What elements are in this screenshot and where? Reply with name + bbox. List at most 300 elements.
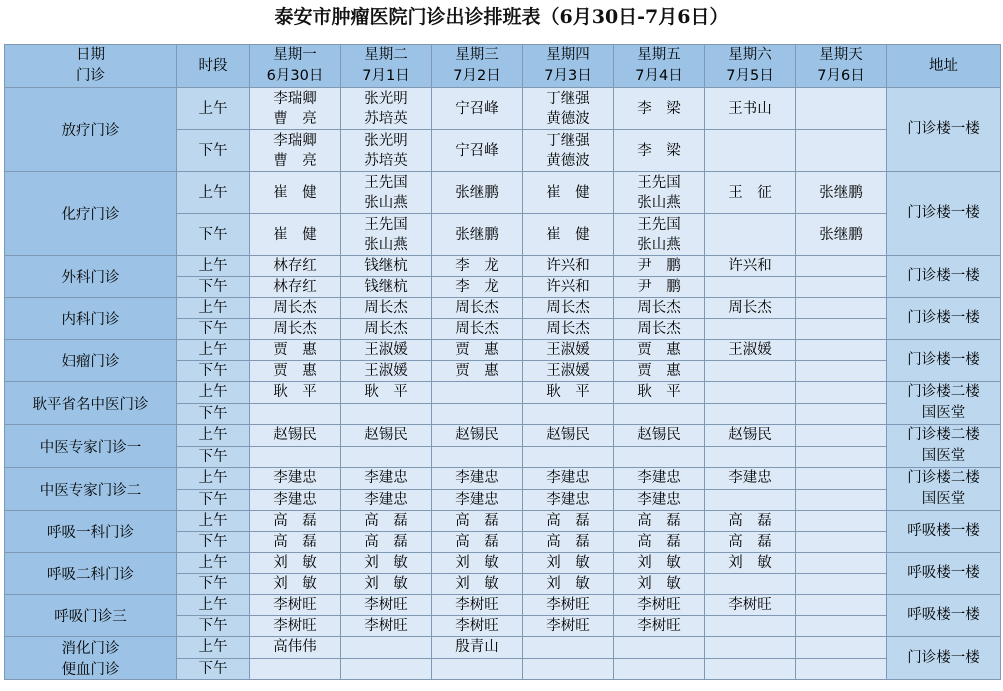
schedule-cell xyxy=(796,532,887,553)
schedule-cell xyxy=(341,468,432,490)
doctor-name: 耿 平 xyxy=(637,384,681,401)
clinic-address xyxy=(887,172,1001,256)
schedule-cell xyxy=(250,511,341,532)
schedule-cell xyxy=(614,637,705,659)
schedule-cell xyxy=(614,532,705,553)
doctor-name: 高 磊 xyxy=(546,513,590,529)
period-label: 下午 xyxy=(177,277,250,298)
schedule-cell xyxy=(432,214,523,256)
header-weekday: 星期四 xyxy=(546,47,590,63)
period-label: 下午 xyxy=(177,446,250,468)
header-date: 7月2日 xyxy=(453,68,501,84)
schedule-cell xyxy=(432,446,523,468)
schedule-cell xyxy=(705,446,796,468)
schedule-cell xyxy=(341,277,432,298)
schedule-cell xyxy=(796,88,887,130)
doctor-name: 尹 鹏 xyxy=(637,279,681,295)
schedule-cell xyxy=(250,172,341,214)
doctor-name: 张山燕 xyxy=(364,236,408,253)
schedule-cell xyxy=(523,130,614,172)
department-name-line: 消化门诊 xyxy=(61,641,120,657)
doctor-name: 周长杰 xyxy=(546,321,590,337)
doctor-name: 张山燕 xyxy=(637,236,681,253)
schedule-row xyxy=(5,382,1001,404)
schedule-cell xyxy=(796,298,887,319)
doctor-name: 李树旺 xyxy=(637,618,681,634)
department-name xyxy=(5,511,177,553)
schedule-cell xyxy=(250,277,341,298)
department-name-line: 便血门诊 xyxy=(61,662,120,678)
schedule-cell xyxy=(432,595,523,616)
schedule-cell xyxy=(705,298,796,319)
schedule-cell xyxy=(341,403,432,425)
doctor-name: 丁继强 xyxy=(546,90,590,107)
department-name-line: 呼吸二科门诊 xyxy=(47,567,134,583)
schedule-table xyxy=(4,44,1001,680)
schedule-cell xyxy=(523,403,614,425)
schedule-cell xyxy=(432,574,523,595)
schedule-cell xyxy=(341,319,432,340)
schedule-cell xyxy=(523,382,614,404)
doctor-name: 丁继强 xyxy=(546,132,590,149)
doctor-name: 李建忠 xyxy=(455,470,499,487)
department-name xyxy=(5,382,177,425)
clinic-address-line: 门诊楼二楼 xyxy=(907,427,980,443)
department-name-line: 呼吸门诊三 xyxy=(54,609,127,625)
doctor-name: 张继鹏 xyxy=(455,184,499,201)
schedule-cell xyxy=(523,340,614,361)
schedule-cell xyxy=(523,595,614,616)
clinic-address-line: 门诊楼一楼 xyxy=(907,205,980,221)
period-label: 上午 xyxy=(177,256,250,277)
schedule-cell xyxy=(796,214,887,256)
clinic-address xyxy=(887,637,1001,680)
schedule-cell xyxy=(250,658,341,680)
period-label: 上午 xyxy=(177,382,250,404)
doctor-name: 高伟伟 xyxy=(273,639,317,656)
schedule-cell xyxy=(250,361,341,382)
department-name-line: 中医专家门诊一 xyxy=(39,439,142,456)
doctor-name: 李树旺 xyxy=(455,618,499,634)
header-day-0 xyxy=(250,45,341,88)
schedule-cell xyxy=(432,637,523,659)
schedule-cell xyxy=(705,637,796,659)
schedule-cell xyxy=(614,88,705,130)
doctor-name: 贾 惠 xyxy=(455,363,499,379)
clinic-address-line: 门诊楼一楼 xyxy=(907,352,980,368)
doctor-name: 李 龙 xyxy=(455,258,499,274)
doctor-name: 李建忠 xyxy=(273,470,317,487)
schedule-cell xyxy=(432,489,523,511)
department-name xyxy=(5,595,177,637)
schedule-cell xyxy=(250,489,341,511)
doctor-name: 李 梁 xyxy=(637,142,681,159)
schedule-cell xyxy=(250,616,341,637)
schedule-cell xyxy=(705,319,796,340)
doctor-name: 刘 敏 xyxy=(637,555,681,571)
schedule-cell xyxy=(432,532,523,553)
doctor-name: 李建忠 xyxy=(546,491,590,508)
schedule-cell xyxy=(614,361,705,382)
schedule-cell xyxy=(523,553,614,574)
schedule-cell xyxy=(705,595,796,616)
header-day-3 xyxy=(523,45,614,88)
schedule-cell xyxy=(523,277,614,298)
header-row xyxy=(5,45,1001,88)
doctor-name: 崔 健 xyxy=(273,184,317,201)
header-day-5 xyxy=(705,45,796,88)
period-label: 下午 xyxy=(177,574,250,595)
doctor-name: 李树旺 xyxy=(273,618,317,634)
schedule-cell xyxy=(614,616,705,637)
schedule-cell xyxy=(705,340,796,361)
clinic-address xyxy=(887,553,1001,595)
period-label: 上午 xyxy=(177,511,250,532)
clinic-address xyxy=(887,468,1001,511)
header-day-6 xyxy=(796,45,887,88)
clinic-address xyxy=(887,382,1001,425)
schedule-cell xyxy=(614,172,705,214)
schedule-cell xyxy=(432,172,523,214)
period-label: 上午 xyxy=(177,553,250,574)
period-label: 下午 xyxy=(177,532,250,553)
schedule-cell xyxy=(341,130,432,172)
schedule-cell xyxy=(432,658,523,680)
period-label: 下午 xyxy=(177,616,250,637)
doctor-name: 周长杰 xyxy=(728,300,772,316)
schedule-cell xyxy=(523,468,614,490)
schedule-cell xyxy=(796,277,887,298)
schedule-cell xyxy=(432,361,523,382)
doctor-name: 周长杰 xyxy=(273,300,317,316)
doctor-name: 李 龙 xyxy=(455,279,499,295)
schedule-cell xyxy=(432,511,523,532)
header-day-2 xyxy=(432,45,523,88)
schedule-cell xyxy=(432,88,523,130)
schedule-cell xyxy=(614,256,705,277)
clinic-address xyxy=(887,340,1001,382)
schedule-cell xyxy=(250,637,341,659)
clinic-address-line: 呼吸楼一楼 xyxy=(907,565,980,581)
doctor-name: 王先国 xyxy=(637,216,681,233)
schedule-cell xyxy=(796,637,887,659)
clinic-address-line: 呼吸楼一楼 xyxy=(907,607,980,623)
doctor-name: 李树旺 xyxy=(273,597,317,613)
doctor-name: 赵锡民 xyxy=(637,427,681,444)
schedule-cell xyxy=(250,130,341,172)
schedule-cell xyxy=(523,88,614,130)
schedule-cell xyxy=(523,489,614,511)
schedule-cell xyxy=(250,553,341,574)
schedule-cell xyxy=(250,446,341,468)
period-label: 下午 xyxy=(177,361,250,382)
schedule-cell xyxy=(432,277,523,298)
doctor-name: 耿 平 xyxy=(273,384,317,401)
header-date: 7月6日 xyxy=(817,68,865,84)
schedule-cell xyxy=(523,637,614,659)
schedule-cell xyxy=(614,298,705,319)
clinic-address-line: 门诊楼一楼 xyxy=(907,310,980,326)
schedule-cell xyxy=(796,553,887,574)
department-name-line: 化疗门诊 xyxy=(61,207,120,223)
schedule-cell xyxy=(523,425,614,447)
period-label: 上午 xyxy=(177,637,250,659)
doctor-name: 曹 亮 xyxy=(273,110,317,127)
schedule-cell xyxy=(341,382,432,404)
schedule-cell xyxy=(796,382,887,404)
schedule-cell xyxy=(341,214,432,256)
schedule-cell xyxy=(796,446,887,468)
schedule-cell xyxy=(341,637,432,659)
schedule-cell xyxy=(250,382,341,404)
schedule-cell xyxy=(796,658,887,680)
doctor-name: 贾 惠 xyxy=(637,363,681,379)
schedule-cell xyxy=(432,403,523,425)
doctor-name: 宁召峰 xyxy=(455,142,499,159)
schedule-cell xyxy=(523,172,614,214)
doctor-name: 周长杰 xyxy=(637,321,681,337)
schedule-cell xyxy=(341,172,432,214)
doctor-name: 高 磊 xyxy=(728,513,772,529)
doctor-name: 耿 平 xyxy=(546,384,590,401)
schedule-cell xyxy=(614,511,705,532)
department-name-line: 妇瘤门诊 xyxy=(61,354,120,370)
schedule-cell xyxy=(250,256,341,277)
schedule-cell xyxy=(432,130,523,172)
doctor-name: 贾 惠 xyxy=(273,342,317,358)
department-name-line: 耿平省名中医门诊 xyxy=(32,396,149,413)
doctor-name: 贾 惠 xyxy=(273,363,317,379)
doctor-name: 李树旺 xyxy=(728,597,772,613)
schedule-cell xyxy=(705,532,796,553)
doctor-name: 林存红 xyxy=(273,258,317,274)
doctor-name: 李瑞卿 xyxy=(273,90,317,107)
schedule-cell xyxy=(705,616,796,637)
schedule-cell xyxy=(432,382,523,404)
schedule-cell xyxy=(614,553,705,574)
doctor-name: 张继鹏 xyxy=(455,226,499,243)
department-name xyxy=(5,340,177,382)
clinic-address-line: 门诊楼一楼 xyxy=(907,268,980,284)
schedule-body xyxy=(5,88,1001,680)
schedule-cell xyxy=(705,511,796,532)
schedule-cell xyxy=(705,658,796,680)
period-label: 上午 xyxy=(177,88,250,130)
doctor-name: 刘 敏 xyxy=(546,555,590,571)
schedule-cell xyxy=(432,340,523,361)
schedule-cell xyxy=(796,595,887,616)
doctor-name: 苏培英 xyxy=(364,110,408,127)
doctor-name: 李树旺 xyxy=(546,618,590,634)
schedule-cell xyxy=(432,553,523,574)
period-label: 上午 xyxy=(177,340,250,361)
department-name-line: 呼吸一科门诊 xyxy=(47,525,134,541)
schedule-cell xyxy=(250,468,341,490)
department-name-line: 中医专家门诊二 xyxy=(39,482,142,499)
doctor-name: 高 磊 xyxy=(364,513,408,529)
schedule-cell xyxy=(250,340,341,361)
doctor-name: 苏培英 xyxy=(364,152,408,169)
clinic-address xyxy=(887,425,1001,468)
period-label: 上午 xyxy=(177,425,250,447)
page-title: 泰安市肿瘤医院门诊出诊排班表（6月30日-7月6日） xyxy=(274,6,729,28)
doctor-name: 林存红 xyxy=(273,279,317,295)
schedule-row xyxy=(5,595,1001,616)
clinic-address-line: 呼吸楼一楼 xyxy=(907,523,980,539)
header-weekday: 星期天 xyxy=(819,47,863,63)
schedule-row xyxy=(5,172,1001,214)
clinic-address xyxy=(887,256,1001,298)
schedule-cell xyxy=(341,616,432,637)
department-name xyxy=(5,468,177,511)
schedule-cell xyxy=(705,256,796,277)
schedule-cell xyxy=(705,403,796,425)
schedule-cell xyxy=(796,361,887,382)
doctor-name: 刘 敏 xyxy=(364,576,408,592)
schedule-cell xyxy=(614,446,705,468)
doctor-name: 李建忠 xyxy=(273,491,317,508)
schedule-cell xyxy=(614,340,705,361)
schedule-cell xyxy=(705,277,796,298)
schedule-cell xyxy=(250,425,341,447)
department-name xyxy=(5,553,177,595)
doctor-name: 赵锡民 xyxy=(728,427,772,444)
doctor-name: 李树旺 xyxy=(546,597,590,613)
schedule-cell xyxy=(523,574,614,595)
doctor-name: 张光明 xyxy=(364,132,408,149)
department-name xyxy=(5,298,177,340)
doctor-name: 高 磊 xyxy=(273,534,317,550)
schedule-cell xyxy=(523,658,614,680)
doctor-name: 李建忠 xyxy=(455,491,499,508)
schedule-cell xyxy=(523,256,614,277)
schedule-cell xyxy=(523,298,614,319)
department-name xyxy=(5,88,177,172)
schedule-cell xyxy=(523,361,614,382)
schedule-cell xyxy=(796,574,887,595)
doctor-name: 刘 敏 xyxy=(273,576,317,592)
schedule-cell xyxy=(614,595,705,616)
schedule-cell xyxy=(614,425,705,447)
doctor-name: 高 磊 xyxy=(273,513,317,529)
period-label: 上午 xyxy=(177,172,250,214)
doctor-name: 曹 亮 xyxy=(273,152,317,169)
doctor-name: 周长杰 xyxy=(637,300,681,316)
schedule-cell xyxy=(796,489,887,511)
schedule-cell xyxy=(523,214,614,256)
schedule-cell xyxy=(705,88,796,130)
doctor-name: 李建忠 xyxy=(546,470,590,487)
clinic-address xyxy=(887,298,1001,340)
doctor-name: 李树旺 xyxy=(637,597,681,613)
schedule-cell xyxy=(523,446,614,468)
doctor-name: 刘 敏 xyxy=(455,576,499,592)
schedule-cell xyxy=(250,595,341,616)
doctor-name: 周长杰 xyxy=(364,300,408,316)
schedule-cell xyxy=(341,489,432,511)
department-name xyxy=(5,172,177,256)
period-label: 下午 xyxy=(177,319,250,340)
doctor-name: 王先国 xyxy=(364,216,408,233)
doctor-name: 许兴和 xyxy=(728,258,772,274)
doctor-name: 崔 健 xyxy=(273,226,317,243)
schedule-row xyxy=(5,298,1001,319)
period-label: 上午 xyxy=(177,298,250,319)
doctor-name: 刘 敏 xyxy=(273,555,317,571)
doctor-name: 周长杰 xyxy=(546,300,590,316)
doctor-name: 张继鹏 xyxy=(819,226,863,243)
doctor-name: 张光明 xyxy=(364,90,408,107)
clinic-address-line: 门诊楼二楼 xyxy=(907,384,980,400)
schedule-cell xyxy=(341,574,432,595)
schedule-cell xyxy=(796,616,887,637)
doctor-name: 李建忠 xyxy=(364,491,408,508)
schedule-cell xyxy=(341,595,432,616)
doctor-name: 高 磊 xyxy=(728,534,772,550)
schedule-cell xyxy=(614,214,705,256)
department-name xyxy=(5,637,177,680)
doctor-name: 刘 敏 xyxy=(364,555,408,571)
doctor-name: 王淑媛 xyxy=(546,342,590,358)
schedule-row xyxy=(5,425,1001,447)
schedule-cell xyxy=(796,403,887,425)
schedule-cell xyxy=(614,468,705,490)
header-date: 6月30日 xyxy=(266,68,324,84)
schedule-cell xyxy=(432,425,523,447)
doctor-name: 耿 平 xyxy=(364,384,408,401)
header-weekday: 星期二 xyxy=(364,47,408,63)
doctor-name: 王先国 xyxy=(637,174,681,191)
header-day-1 xyxy=(341,45,432,88)
schedule-cell xyxy=(705,489,796,511)
department-name-line: 外科门诊 xyxy=(61,270,120,286)
doctor-name: 许兴和 xyxy=(546,279,590,295)
schedule-cell xyxy=(796,130,887,172)
header-weekday: 星期六 xyxy=(728,47,772,63)
schedule-row xyxy=(5,637,1001,659)
doctor-name: 刘 敏 xyxy=(455,555,499,571)
period-label: 下午 xyxy=(177,658,250,680)
schedule-cell xyxy=(341,553,432,574)
header-clinic-label: 门诊 xyxy=(76,68,105,84)
schedule-cell xyxy=(614,658,705,680)
clinic-address xyxy=(887,595,1001,637)
doctor-name: 王淑媛 xyxy=(364,342,408,358)
schedule-cell xyxy=(614,574,705,595)
doctor-name: 张继鹏 xyxy=(819,184,863,201)
clinic-address-line: 门诊楼一楼 xyxy=(907,649,980,666)
schedule-cell xyxy=(250,403,341,425)
doctor-name: 刘 敏 xyxy=(637,576,681,592)
doctor-name: 王淑媛 xyxy=(728,342,772,358)
schedule-cell xyxy=(341,340,432,361)
doctor-name: 周长杰 xyxy=(455,321,499,337)
doctor-name: 尹 鹏 xyxy=(637,258,681,274)
schedule-cell xyxy=(341,361,432,382)
schedule-cell xyxy=(432,256,523,277)
schedule-cell xyxy=(614,489,705,511)
schedule-cell xyxy=(432,298,523,319)
doctor-name: 高 磊 xyxy=(546,534,590,550)
header-weekday: 星期五 xyxy=(637,47,681,63)
schedule-cell xyxy=(523,616,614,637)
schedule-cell xyxy=(341,425,432,447)
doctor-name: 黄德波 xyxy=(546,152,590,169)
doctor-name: 李建忠 xyxy=(728,470,772,487)
schedule-cell xyxy=(341,511,432,532)
department-name-line: 放疗门诊 xyxy=(61,123,120,139)
schedule-cell xyxy=(341,298,432,319)
